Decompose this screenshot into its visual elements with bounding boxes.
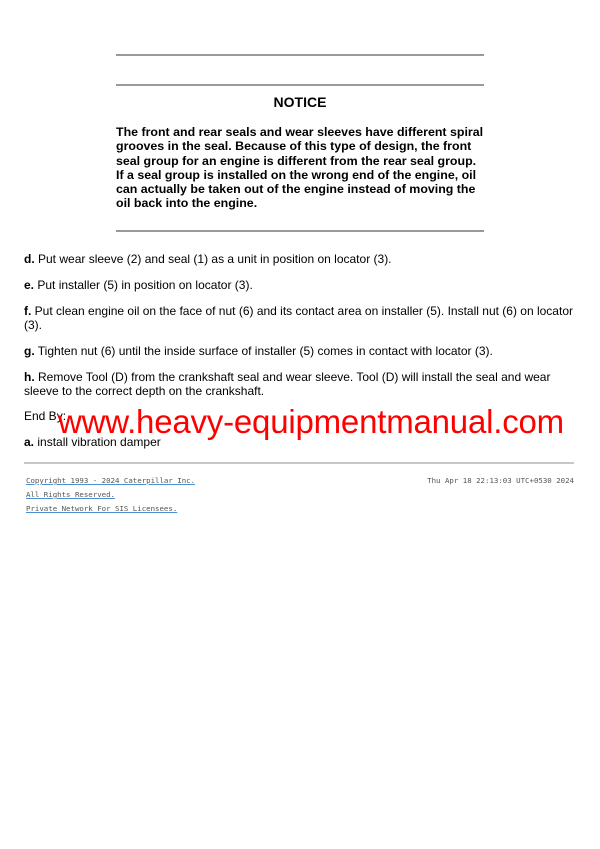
divider xyxy=(116,230,484,232)
step-text: Put wear sleeve (2) and seal (1) as a unit in position on locator (3). xyxy=(34,252,392,266)
notice-title: NOTICE xyxy=(273,94,327,110)
step-text: Tighten nut (6) until the inside surface of installer (5) comes in contact with locator (3). xyxy=(34,344,493,358)
step-f xyxy=(24,305,574,332)
step-letter: a. xyxy=(24,435,35,449)
step-text: Put installer (5) in position on locator (3). xyxy=(34,278,253,292)
step-text: Remove Tool (D) from the crankshaft seal and wear sleeve. Tool (D) will install the seal and wear sleeve to the correct depth on the crankshaft. xyxy=(24,370,551,398)
network-link[interactable]: Private Network For SIS Licensees. xyxy=(26,504,178,513)
step-text: Put clean engine oil on the face of nut (6) and its contact area on installer (5). Install nut (6) on locator (3). xyxy=(24,304,573,332)
step-d xyxy=(24,253,574,267)
watermark: www.heavy-equipmentmanual.com xyxy=(58,403,564,440)
divider xyxy=(116,84,484,86)
step-letter: g. xyxy=(24,344,35,358)
rights-link[interactable]: All Rights Reserved. xyxy=(26,490,115,499)
end-by-label: End By: xyxy=(24,409,67,423)
divider xyxy=(116,54,484,56)
step-g xyxy=(24,345,574,359)
step-letter: f. xyxy=(24,304,32,318)
notice-text: The front and rear seals and wear sleeves have different spiral grooves in the seal. Because of this type of design, the front seal group for an engine is different from the rear seal group. If a seal group is installed on the wrong end of the engine, oil can actually be taken out of the engine instead of moving the oil back into the engine. xyxy=(116,125,484,211)
copyright-link[interactable]: Copyright 1993 - 2024 Caterpillar Inc. xyxy=(26,476,196,485)
timestamp: Thu Apr 18 22:13:03 UTC+0530 2024 xyxy=(427,476,574,485)
footer-divider xyxy=(24,462,574,464)
step-text: install vibration damper xyxy=(34,435,161,449)
step-h xyxy=(24,371,574,398)
step-letter: d. xyxy=(24,252,35,266)
step-letter: e. xyxy=(24,278,35,292)
step-e xyxy=(24,279,574,293)
step-letter: h. xyxy=(24,370,35,384)
